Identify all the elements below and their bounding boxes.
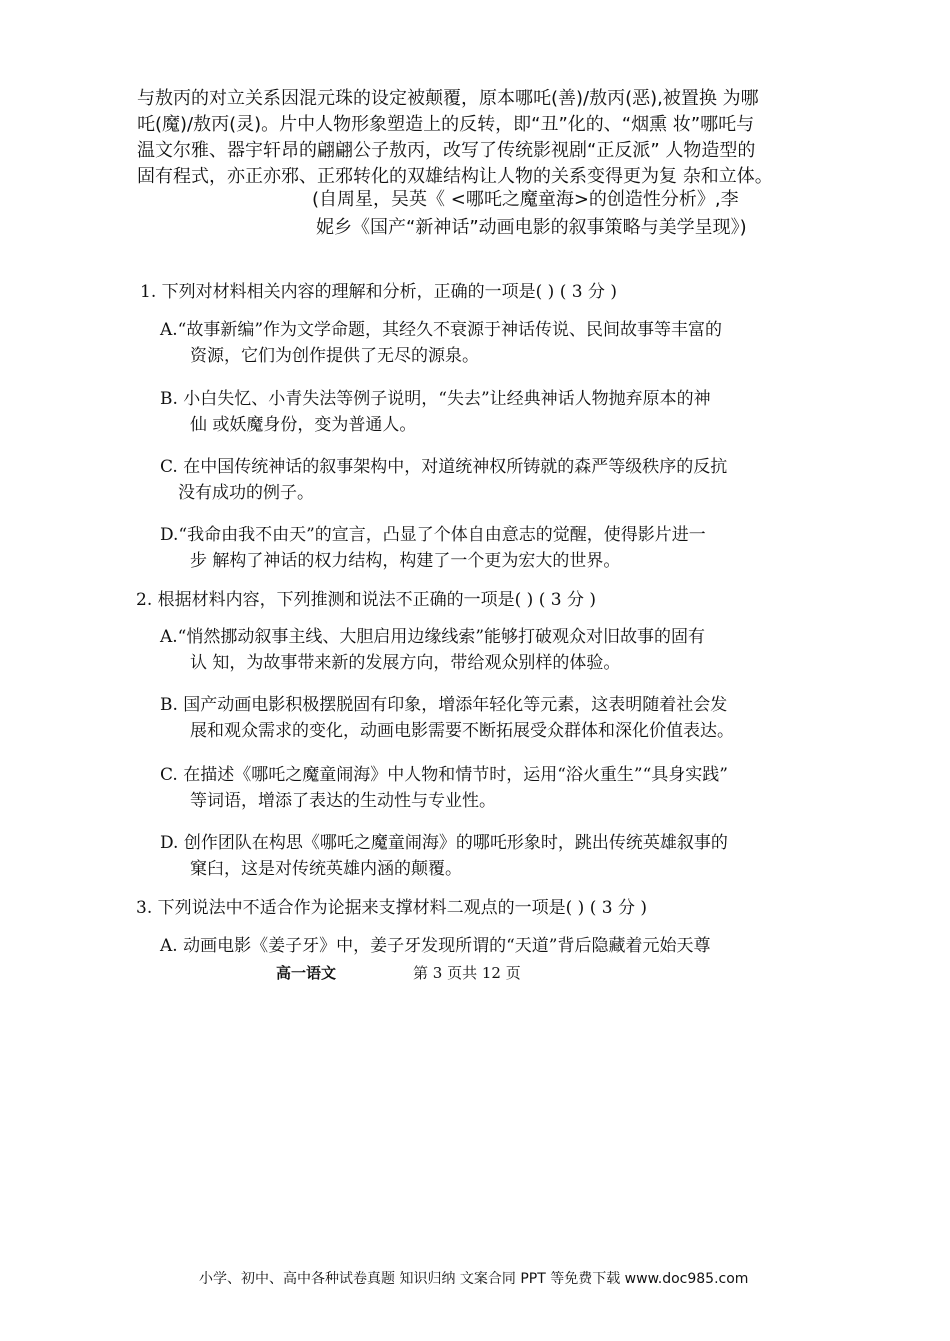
footer-advert: 小学、初中、高中各种试卷真题 知识归纳 文案合同 PPT 等免费下载 www.doc985.com [199, 1271, 749, 1287]
question-2-option-a [160, 624, 705, 676]
option-line: B. 国产动画电影积极摆脱固有印象，增添年轻化等元素，这表明随着社会发 [160, 695, 728, 715]
question-1-option-d [160, 522, 706, 574]
question-1-option-a [160, 317, 722, 369]
option-line: C. 在描述《哪吒之魔童闹海》中人物和情节时，运用“浴火重生”“具身实践” [160, 765, 728, 785]
option-line: A.“悄然挪动叙事主线、大胆启用边缘线索”能够打破观众对旧故事的固有 [160, 627, 706, 647]
question-2-option-c [160, 762, 728, 814]
question-1-stem: 1. 下列对材料相关内容的理解和分析，正确的一项是( ) ( 3 分 ) [140, 282, 617, 302]
footer-subject: 高一语文 [276, 964, 337, 982]
citation-line-1: (自周星，吴英《 <哪吒之魔童海>的创造性分析》,李 [312, 189, 739, 210]
option-line: A. 动画电影《姜子牙》中，姜子牙发现所谓的“天道”背后隐藏着元始天尊 [160, 936, 711, 956]
question-1-option-c [160, 454, 727, 506]
option-line: 展和观众需求的变化，动画电影需要不断拓展受众群体和深化价值表达。 [190, 721, 734, 741]
option-line: 没有成功的例子。 [178, 483, 314, 503]
option-line: 仙 或妖魔身份，变为普通人。 [190, 415, 417, 435]
option-line: 窠臼，这是对传统英雄内涵的颠覆。 [190, 859, 462, 879]
option-line: 步 解构了神话的权力结构，构建了一个更为宏大的世界。 [190, 551, 621, 571]
passage-line: 吒(魔)/敖丙(灵)。片中人物形象塑造上的反转，即“丑”化的、“烟熏 妆”哪吒与 [137, 114, 755, 135]
passage-line: 温文尔雅、器宇轩昂的翩翩公子敖丙，改写了传统影视剧“正反派” 人物造型的 [137, 140, 756, 161]
option-line: 资源，它们为创作提供了无尽的源泉。 [190, 346, 479, 366]
option-line: 等词语，增添了表达的生动性与专业性。 [190, 791, 496, 811]
question-3-stem: 3. 下列说法中不适合作为论据来支撑材料二观点的一项是( ) ( 3 分 ) [136, 898, 647, 918]
passage-line: 固有程式，亦正亦邪、正邪转化的双雄结构让人物的关系变得更为复 杂和立体。 [137, 166, 773, 187]
option-line: D.“我命由我不由天”的宣言，凸显了个体自由意志的觉醒，使得影片进一 [160, 525, 706, 545]
passage [137, 86, 773, 190]
footer-page-number: 第 3 页共 12 页 [413, 964, 521, 982]
question-2-option-d [160, 830, 728, 882]
option-line: C. 在中国传统神话的叙事架构中，对道统神权所铸就的森严等级秩序的反抗 [160, 457, 728, 477]
question-2-stem: 2. 根据材料内容，下列推测和说法不正确的一项是( ) ( 3 分 ) [136, 590, 596, 610]
citation-line-2: 妮乡《国产“新神话”动画电影的叙事策略与美学呈现》) [316, 217, 747, 238]
question-2-option-b [160, 692, 734, 744]
option-line: 认 知，为故事带来新的发展方向，带给观众别样的体验。 [190, 653, 621, 673]
question-1-option-b [160, 386, 711, 438]
question-3-option-a [160, 933, 710, 959]
option-line: A.“故事新编”作为文学命题，其经久不衰源于神话传说、民间故事等丰富的 [160, 320, 723, 340]
option-line: D. 创作团队在构思《哪吒之魔童闹海》的哪吒形象时，跳出传统英雄叙事的 [160, 833, 728, 853]
option-line: B. 小白失忆、小青失法等例子说明，“失去”让经典神话人物抛弃原本的神 [160, 389, 711, 409]
passage-line: 与敖丙的对立关系因混元珠的设定被颠覆，原本哪吒(善)/敖丙(恶),被置换 为哪 [137, 88, 759, 109]
